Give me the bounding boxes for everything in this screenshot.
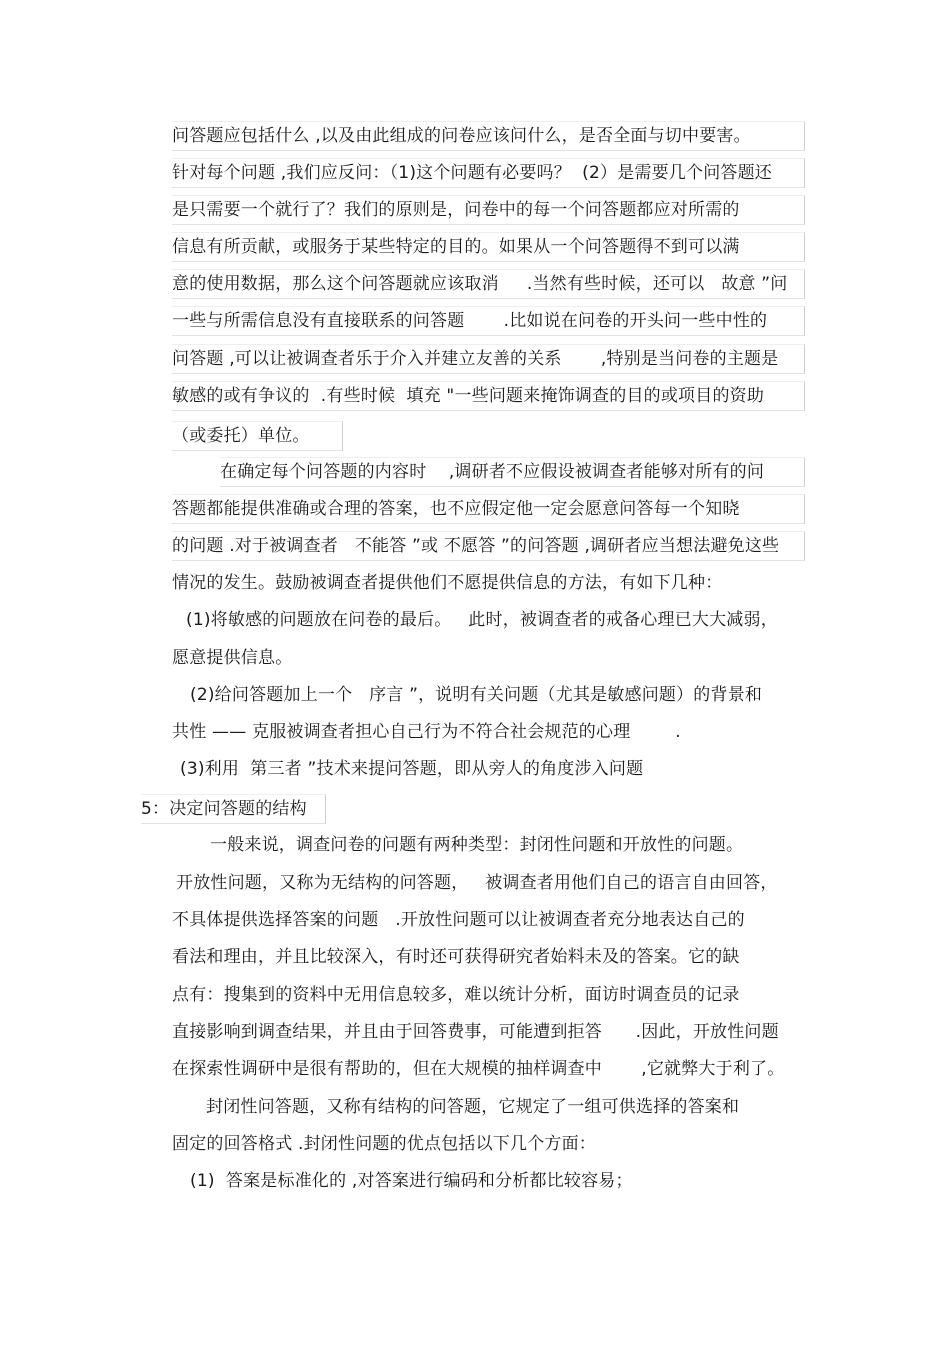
text-line: 点有：搜集到的资料中无用信息较多，难以统计分析，面访时调查员的记录 [172, 985, 740, 1005]
text-line: 意的使用数据，那么这个问答题就应该取消 .当然有些时候，还可以 故意 ”问 [172, 269, 805, 299]
text-line: 敏感的或有争议的 .有些时候 填充 "一些问题来掩饰调查的目的或项目的资助 [172, 381, 805, 411]
text-line: 开放性问题，又称为无结构的问答题， 被调查者用他们自己的语言自由回答， [176, 873, 778, 893]
text-line: 答题都能提供准确或合理的答案，也不应假定他一定会愿意问答每一个知晓 [172, 494, 805, 524]
text-line: 问答题 ,可以让被调查者乐于介入并建立友善的关系 ,特别是当问卷的主题是 [172, 344, 805, 374]
text-line: 在确定每个问答题的内容时 ,调研者不应假设被调查者能够对所有的问 [220, 457, 805, 487]
list-item: (1)将敏感的问题放在问卷的最后。 此时，被调查者的戒备心理已大大减弱， [186, 610, 778, 630]
section-heading: 5：决定问答题的结构 [141, 794, 326, 824]
text-line: 信息有所贡献，或服务于某些特定的目的。如果从一个问答题得不到可以满 [172, 232, 805, 262]
text-line: 固定的回答格式 .封闭性问题的优点包括以下几个方面： [172, 1134, 597, 1154]
text-line: 情况的发生。鼓励被调查者提供他们不愿提供信息的方法，有如下几种： [172, 573, 723, 593]
text-line: 一般来说，调查问卷的问题有两种类型：封闭性问题和开放性的问题。 [210, 835, 744, 855]
text-line: 看法和理由，并且比较深入，有时还可获得研究者始料未及的答案。它的缺 [172, 947, 740, 967]
text-line: 封闭性问答题，又称有结构的问答题，它规定了一组可供选择的答案和 [206, 1097, 740, 1117]
text-line: 问答题应包括什么 ,以及由此组成的问卷应该问什么，是否全面与切中要害。 [172, 121, 805, 151]
list-item: (2)给问答题加上一个 序言 ”，说明有关问题（尤其是敏感问题）的背景和 [190, 685, 763, 705]
text-line: 针对每个问题 ,我们应反问：（1)这个问题有必要吗？ (2）是需要几个问答题还 [172, 158, 805, 188]
text-line: （或委托）单位。 [172, 421, 343, 451]
text-line: 在探索性调研中是很有帮助的，但在大规模的抽样调查中 ,它就弊大于利了。 [172, 1059, 785, 1079]
list-item: (1) 答案是标准化的 ,对答案进行编码和分析都比较容易； [190, 1171, 633, 1191]
list-item: (3)利用 第三者 ”技术来提问答题，即从旁人的角度涉入问题 [180, 759, 644, 779]
text-line: 一些与所需信息没有直接联系的问答题 .比如说在问卷的开头问一些中性的 [172, 306, 805, 336]
text-line: 不具体提供选择答案的问题 .开放性问题可以让被调查者充分地表达自己的 [172, 910, 745, 930]
text-line: 的问题 .对于被调查者 不能答 ”或 不愿答 ”的问答题 ,调研者应当想法避免这些 [172, 531, 805, 561]
text-line: 直接影响到调查结果，并且由于回答费事，可能遭到拒答 .因此，开放性问题 [172, 1022, 779, 1042]
text-line: 愿意提供信息。 [172, 648, 293, 668]
text-line: 共性 —— 克服被调查者担心自己行为不符合社会规范的心理 . [172, 722, 681, 742]
text-line: 是只需要一个就行了？我们的原则是，问卷中的每一个问答题都应对所需的 [172, 195, 805, 225]
